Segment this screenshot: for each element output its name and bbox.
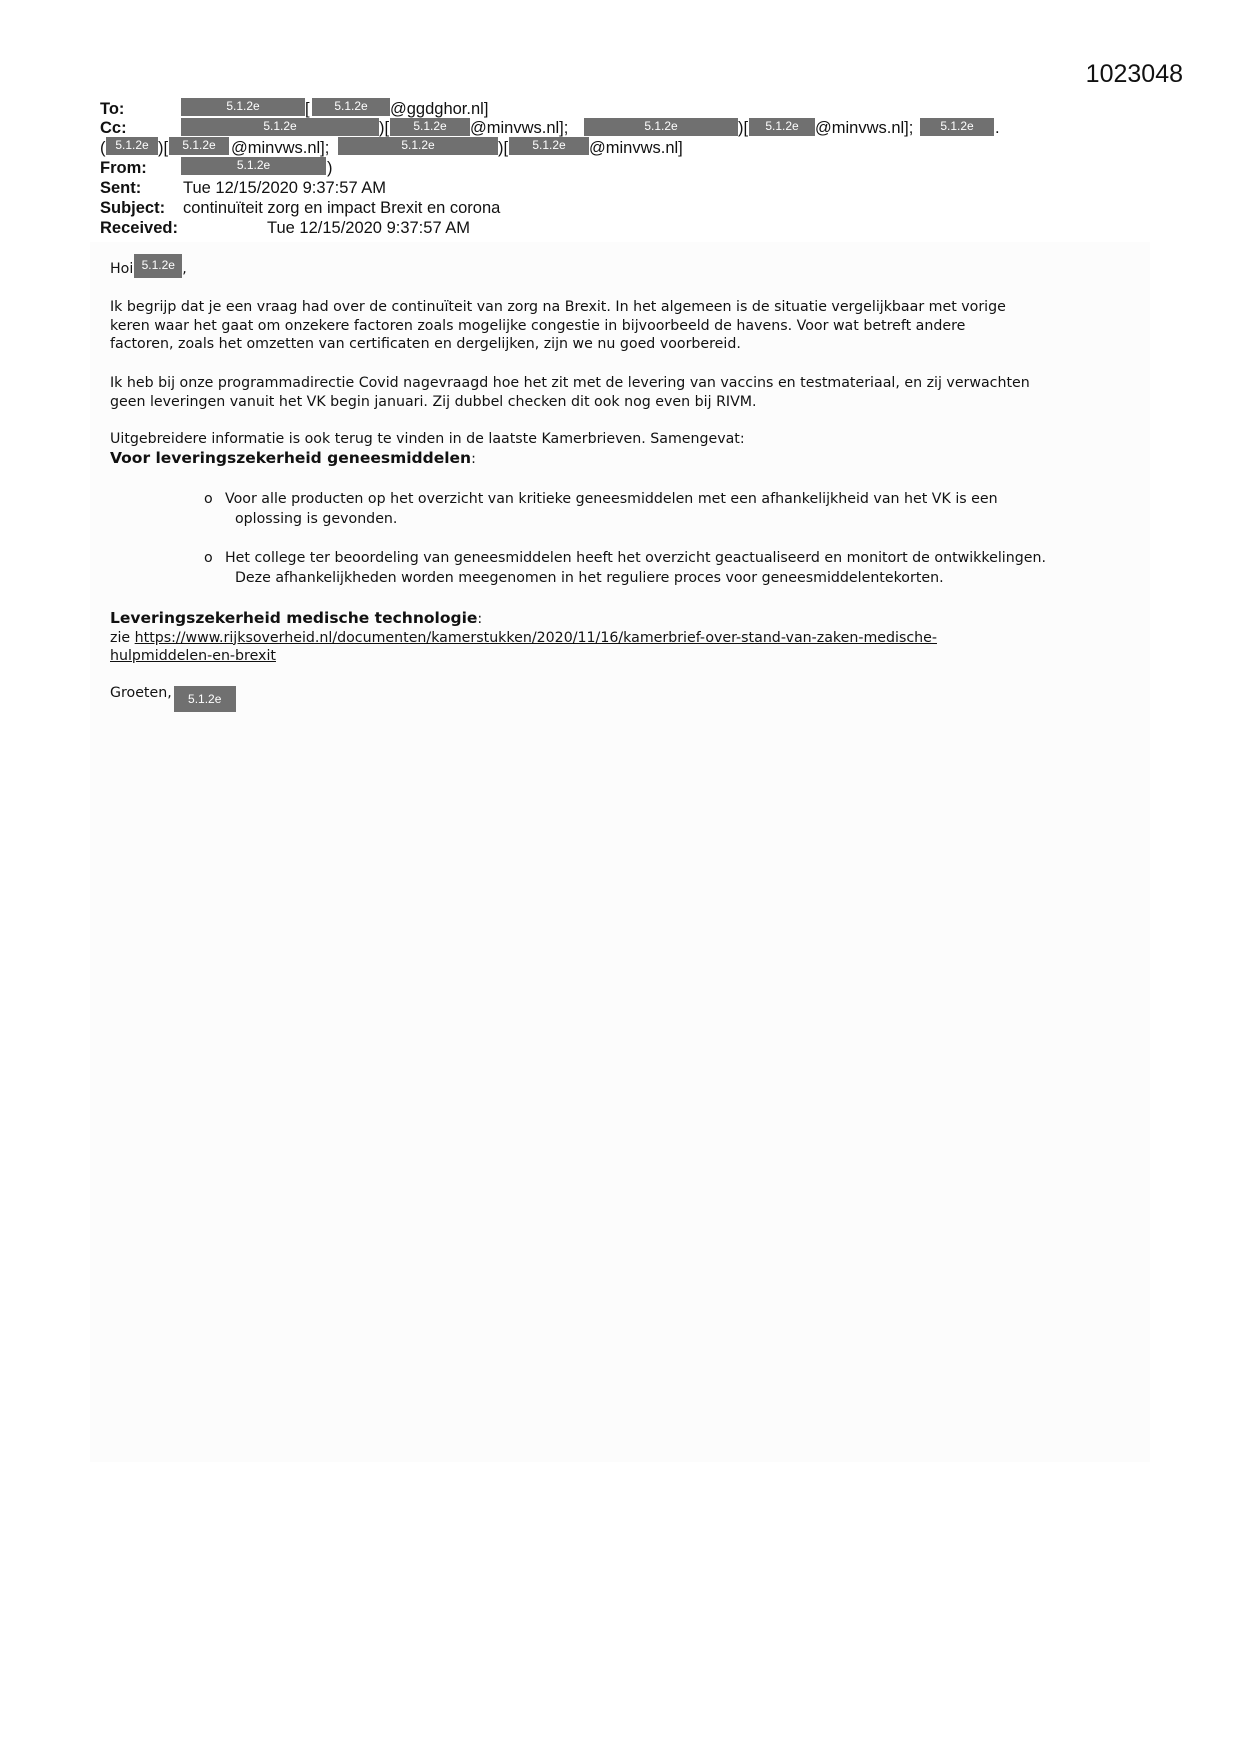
to-bracket: [ [305, 100, 310, 118]
sent-label: Sent: [100, 179, 142, 197]
section-heading: Voor leveringszekerheid geneesmiddelen: [110, 448, 476, 467]
bullet-text: Het college ter beoordeling van geneesmiddelen heeft het overzicht geactualiseerd en monitort de ontwikkelingen. [225, 550, 1046, 566]
closing [110, 684, 1140, 710]
document-number: 1023048 [1085, 60, 1183, 88]
sent-value: Tue 12/15/2020 9:37:57 AM [183, 179, 387, 197]
cc-bracket: )[ [379, 119, 390, 137]
redaction-box: 5.1.2e [749, 118, 815, 136]
paragraph [110, 430, 1140, 468]
redaction-box: 5.1.2e [338, 137, 498, 155]
cc-domain: @minvws.nl]; [231, 139, 330, 157]
received-label: Received: [100, 219, 178, 237]
redaction-box: 5.1.2e [920, 118, 994, 136]
message-body-panel [90, 242, 1150, 1462]
list-item [204, 489, 1144, 529]
subject-value: continuïteit zorg en impact Brexit en corona [183, 199, 501, 217]
redaction-box: 5.1.2e [181, 98, 305, 116]
cc-paren: ( [100, 139, 106, 157]
kamerbrief-link[interactable]: https://www.rijksoverheid.nl/documenten/kamerstukken/2020/11/16/kamerbrief-over-stand-van-zaken-medische- [134, 629, 937, 646]
greeting-text: Hoi [110, 261, 134, 277]
paragraph [110, 298, 1140, 354]
redaction-box: 5.1.2e [509, 137, 589, 155]
bullet-text-continued: oplossing is gevonden. [235, 511, 398, 527]
paragraph [110, 374, 1140, 411]
redaction-box: 5.1.2e [169, 137, 229, 155]
cc-domain: @minvws.nl] [589, 139, 683, 157]
greeting-end: , [182, 261, 187, 277]
received-value: Tue 12/15/2020 9:37:57 AM [267, 219, 471, 237]
list-item [204, 548, 1144, 588]
redaction-box: 5.1.2e [106, 137, 158, 155]
redaction-box: 5.1.2e [390, 118, 470, 136]
paragraph [110, 609, 1140, 666]
to-label: To: [100, 100, 125, 118]
cc-label: Cc: [100, 119, 127, 137]
to-domain: @ggdghor.nl] [390, 100, 489, 118]
redaction-box: 5.1.2e [312, 98, 390, 116]
text-line: Ik begrijp dat je een vraag had over de continuïteit van zorg na Brexit. In het algemeen is de situatie vergelijkbaar met vorige [110, 299, 1006, 315]
cc-dot: . [995, 119, 1000, 137]
kamerbrief-link-continued[interactable]: hulpmiddelen-en-brexit [110, 648, 276, 664]
redaction-box: 5.1.2e [181, 118, 379, 136]
text-line: geen leveringen vanuit het VK begin januari. Zij dubbel checken dit ook nog even bij RIVM. [110, 393, 757, 410]
cc-domain: @minvws.nl]; [815, 119, 914, 137]
redaction-box: 5.1.2e [584, 118, 738, 136]
redaction-box: 5.1.2e [181, 157, 326, 175]
text-line: keren waar het gaat om onzekere factoren zoals mogelijke congestie in bijvoorbeeld de havens. Voor wat betreft andere [110, 317, 966, 334]
text-line: Uitgebreidere informatie is ook terug te vinden in de laatste Kamerbrieven. Samengevat: [110, 431, 745, 447]
cc-bracket: )[ [738, 119, 749, 137]
section-heading: Leveringszekerheid medische technologie: [110, 609, 483, 627]
from-paren: ) [327, 159, 333, 177]
subject-label: Subject: [100, 199, 166, 217]
bullet-marker: o [204, 491, 213, 507]
bullet-marker: o [204, 550, 213, 566]
link-prefix: zie [110, 629, 135, 646]
cc-domain: @minvws.nl]; [470, 119, 569, 137]
redaction-box: 5.1.2e [174, 686, 236, 712]
text-line: Ik heb bij onze programmadirectie Covid nagevraagd hoe het zit met de levering van vaccins en testmateriaal, en zij verwachten [110, 375, 1030, 391]
cc-bracket: )[ [498, 139, 509, 157]
closing-text: Groeten, [110, 685, 172, 701]
from-label: From: [100, 159, 147, 177]
redaction-box: 5.1.2e [134, 254, 182, 278]
text-line: factoren, zoals het omzetten van certificaten en dergelijken, zijn we nu goed voorbereid. [110, 336, 741, 352]
cc-bracket: )[ [158, 139, 169, 157]
greeting [110, 260, 1140, 284]
bullet-text-continued: Deze afhankelijkheden worden meegenomen in het reguliere proces voor geneesmiddelentekorten. [235, 570, 944, 586]
bullet-text: Voor alle producten op het overzicht van kritieke geneesmiddelen met een afhankelijkheid van het VK is een [225, 491, 998, 507]
